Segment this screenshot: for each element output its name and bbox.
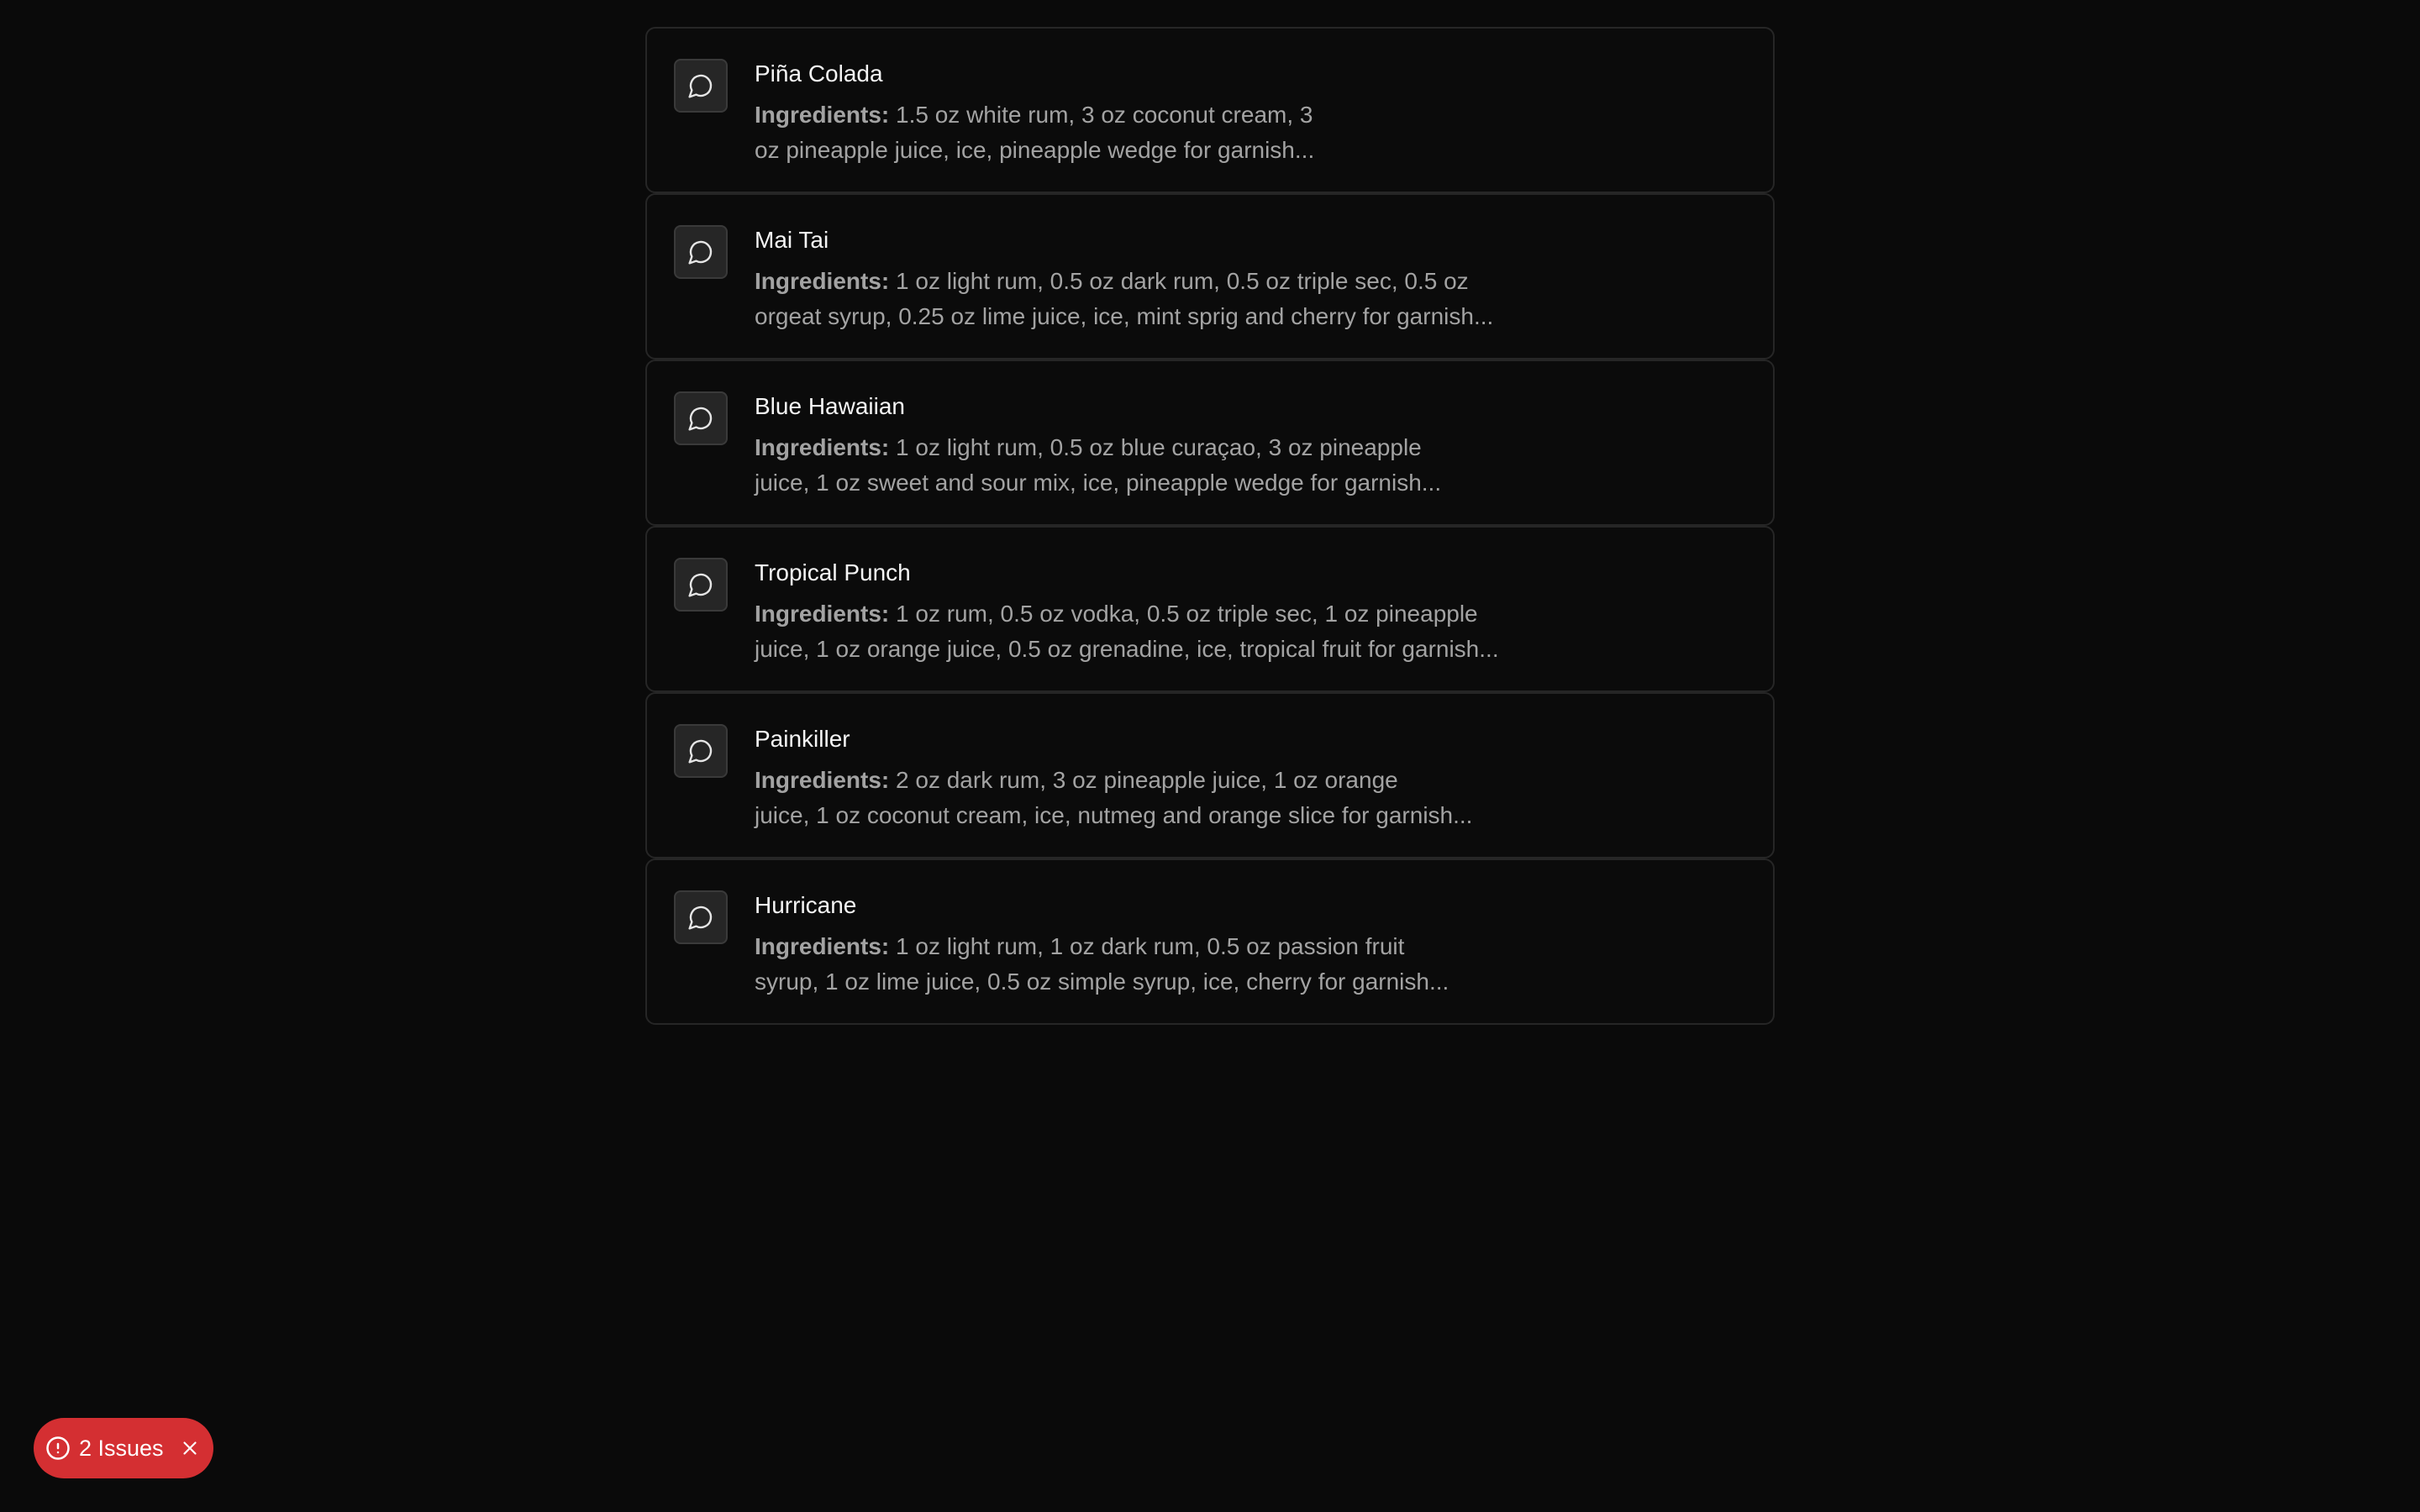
cocktail-ingredients xyxy=(755,763,1511,833)
ingredients-line-1: 1 oz light rum, 1 oz dark rum, 0.5 oz passion fruit xyxy=(896,933,1405,959)
ingredients-line-2: juice, 1 oz orange juice, 0.5 oz grenadine, ice, tropical fruit for garnish... xyxy=(755,636,1499,662)
cocktail-card[interactable] xyxy=(645,526,1775,692)
ingredients-line-1: 1 oz rum, 0.5 oz vodka, 0.5 oz triple sec, 1 oz pineapple xyxy=(896,601,1478,627)
cocktail-name: Mai Tai xyxy=(755,227,829,253)
message-circle-icon[interactable] xyxy=(674,724,728,778)
cocktail-ingredients xyxy=(755,929,1511,1000)
cocktail-name: Hurricane xyxy=(755,892,857,918)
close-icon[interactable] xyxy=(179,1437,201,1459)
ingredients-line-1: 2 oz dark rum, 3 oz pineapple juice, 1 oz orange xyxy=(896,767,1398,793)
cocktail-card[interactable] xyxy=(645,27,1775,193)
ingredients-label: Ingredients: xyxy=(755,434,890,460)
ingredients-label: Ingredients: xyxy=(755,102,890,128)
message-circle-icon[interactable] xyxy=(674,391,728,445)
ingredients-line-1: 1.5 oz white rum, 3 oz coconut cream, 3 xyxy=(896,102,1313,128)
ingredients-line-2: syrup, 1 oz lime juice, 0.5 oz simple syrup, ice, cherry for garnish... xyxy=(755,969,1449,995)
cocktail-card[interactable] xyxy=(645,193,1775,360)
cocktail-ingredients xyxy=(755,430,1511,501)
cocktail-card[interactable] xyxy=(645,858,1775,1025)
cocktail-name: Tropical Punch xyxy=(755,559,911,585)
ingredients-line-2: juice, 1 oz coconut cream, ice, nutmeg and orange slice for garnish... xyxy=(755,802,1473,828)
ingredients-line-2: oz pineapple juice, ice, pineapple wedge for garnish... xyxy=(755,137,1315,163)
cocktail-name: Painkiller xyxy=(755,726,850,752)
cocktail-name: Piña Colada xyxy=(755,60,883,87)
alert-circle-icon xyxy=(45,1436,71,1461)
message-circle-icon[interactable] xyxy=(674,225,728,279)
ingredients-line-1: 1 oz light rum, 0.5 oz blue curaçao, 3 oz pineapple xyxy=(896,434,1422,460)
cocktail-ingredients xyxy=(755,264,1511,334)
issues-label: 2 Issues xyxy=(79,1435,164,1461)
cocktail-card[interactable] xyxy=(645,692,1775,858)
message-circle-icon[interactable] xyxy=(674,558,728,612)
message-circle-icon[interactable] xyxy=(674,59,728,113)
ingredients-line-2: juice, 1 oz sweet and sour mix, ice, pineapple wedge for garnish... xyxy=(755,470,1442,496)
cocktail-name: Blue Hawaiian xyxy=(755,393,905,419)
ingredients-line-2: orgeat syrup, 0.25 oz lime juice, ice, mint sprig and cherry for garnish... xyxy=(755,303,1494,329)
ingredients-line-1: 1 oz light rum, 0.5 oz dark rum, 0.5 oz triple sec, 0.5 oz xyxy=(896,268,1469,294)
cocktail-card[interactable] xyxy=(645,360,1775,526)
ingredients-label: Ingredients: xyxy=(755,933,890,959)
cocktail-ingredients xyxy=(755,596,1511,667)
message-circle-icon[interactable] xyxy=(674,890,728,944)
cocktail-ingredients xyxy=(755,97,1511,168)
cocktail-list xyxy=(645,27,1775,1025)
ingredients-label: Ingredients: xyxy=(755,268,890,294)
ingredients-label: Ingredients: xyxy=(755,767,890,793)
ingredients-label: Ingredients: xyxy=(755,601,890,627)
issues-badge[interactable] xyxy=(34,1418,213,1478)
